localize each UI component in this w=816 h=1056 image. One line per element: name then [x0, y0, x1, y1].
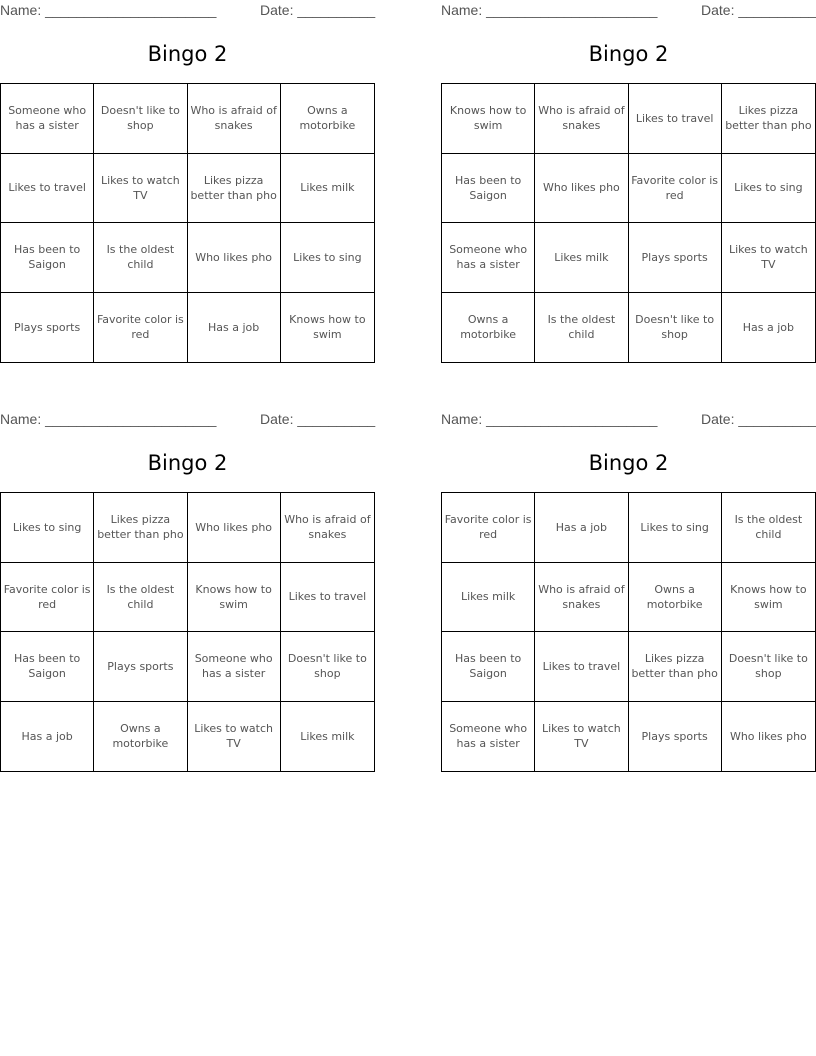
- bingo-cell[interactable]: Knows how to swim: [188, 563, 281, 633]
- bingo-cell[interactable]: Plays sports: [629, 223, 722, 293]
- bingo-cell[interactable]: Likes to watch TV: [188, 702, 281, 772]
- bingo-cell[interactable]: Is the oldest child: [94, 563, 187, 633]
- card-title: Bingo 2: [588, 451, 669, 475]
- bingo-cell[interactable]: Likes to travel: [281, 563, 374, 633]
- bingo-cell[interactable]: Doesn't like to shop: [281, 632, 374, 702]
- bingo-card-2: [441, 0, 816, 372]
- bingo-cell[interactable]: Likes to sing: [722, 154, 815, 224]
- bingo-grid: [441, 83, 816, 363]
- bingo-cell[interactable]: Has been to Saigon: [1, 223, 94, 293]
- bingo-cell[interactable]: Doesn't like to shop: [94, 84, 187, 154]
- bingo-cell[interactable]: Who likes pho: [188, 223, 281, 293]
- bingo-cell[interactable]: Plays sports: [94, 632, 187, 702]
- bingo-cell[interactable]: Is the oldest child: [722, 493, 815, 563]
- bingo-cell[interactable]: Likes milk: [300, 729, 355, 743]
- card-title: Bingo 2: [588, 42, 669, 66]
- date-field[interactable]: Date: __________: [701, 2, 816, 18]
- bingo-cell[interactable]: Who is afraid of snakes: [535, 563, 628, 633]
- bingo-cell[interactable]: Someone who has a sister: [442, 702, 535, 772]
- bingo-cell[interactable]: Likes to sing: [281, 223, 374, 293]
- bingo-cell[interactable]: Favorite color is red: [1, 563, 94, 633]
- bingo-cell[interactable]: Doesn't like to shop: [629, 293, 722, 363]
- bingo-cell[interactable]: Likes milk: [442, 563, 535, 633]
- bingo-cell[interactable]: Likes pizza better than pho: [629, 632, 722, 702]
- bingo-cell[interactable]: Someone who has a sister: [442, 223, 535, 293]
- bingo-cell[interactable]: Has a job: [535, 493, 628, 563]
- bingo-cell[interactable]: Likes milk: [535, 223, 628, 293]
- bingo-cell[interactable]: Who is afraid of snakes: [281, 493, 374, 563]
- name-field[interactable]: Name: ______________________: [441, 2, 658, 18]
- bingo-cell[interactable]: Has a job: [742, 320, 794, 334]
- card-header: [0, 409, 375, 431]
- card-header: [441, 409, 816, 431]
- bingo-cell[interactable]: Is the oldest child: [94, 223, 187, 293]
- bingo-cell[interactable]: Owns a motorbike: [629, 563, 722, 633]
- bingo-cell[interactable]: Has a job: [188, 293, 281, 363]
- bingo-cell[interactable]: Likes pizza better than pho: [94, 493, 187, 563]
- bingo-cell[interactable]: Someone who has a sister: [188, 632, 281, 702]
- card-title: Bingo 2: [147, 42, 228, 66]
- bingo-card-1: [0, 0, 375, 372]
- bingo-cell[interactable]: Who is afraid of snakes: [188, 84, 281, 154]
- bingo-cell[interactable]: Has been to Saigon: [442, 632, 535, 702]
- bingo-cell[interactable]: Favorite color is red: [442, 493, 535, 563]
- bingo-cell[interactable]: Likes pizza better than pho: [722, 84, 815, 154]
- bingo-cell[interactable]: Knows how to swim: [289, 313, 366, 342]
- card-header: [441, 0, 816, 22]
- bingo-grid: [0, 492, 375, 772]
- card-header: [0, 0, 375, 22]
- date-field[interactable]: Date: __________: [701, 411, 816, 427]
- name-field[interactable]: Name: ______________________: [441, 411, 658, 427]
- bingo-cell[interactable]: Has a job: [1, 702, 94, 772]
- bingo-cell[interactable]: Knows how to swim: [722, 563, 815, 633]
- bingo-cell[interactable]: Likes to watch TV: [94, 154, 187, 224]
- bingo-cell[interactable]: Likes to sing: [1, 493, 94, 563]
- bingo-cell[interactable]: Plays sports: [1, 293, 94, 363]
- bingo-cell[interactable]: Has been to Saigon: [1, 632, 94, 702]
- bingo-cell[interactable]: Has been to Saigon: [442, 154, 535, 224]
- bingo-cell[interactable]: Owns a motorbike: [281, 84, 374, 154]
- bingo-cell[interactable]: Likes to travel: [629, 84, 722, 154]
- bingo-cell[interactable]: Plays sports: [629, 702, 722, 772]
- date-field[interactable]: Date: __________: [260, 2, 376, 18]
- bingo-cell[interactable]: Who likes pho: [729, 729, 807, 743]
- bingo-cell[interactable]: Likes to sing: [629, 493, 722, 563]
- bingo-cell[interactable]: Someone who has a sister: [1, 84, 94, 154]
- bingo-grid: [441, 492, 816, 772]
- bingo-cell[interactable]: Likes to watch TV: [722, 223, 815, 293]
- bingo-cell[interactable]: Who likes pho: [535, 154, 628, 224]
- bingo-cell[interactable]: Likes pizza better than pho: [188, 154, 281, 224]
- bingo-cell[interactable]: Who likes pho: [188, 493, 281, 563]
- bingo-cell[interactable]: Owns a motorbike: [94, 702, 187, 772]
- card-title: Bingo 2: [147, 451, 228, 475]
- bingo-cell[interactable]: Doesn't like to shop: [722, 632, 815, 702]
- bingo-cell[interactable]: Knows how to swim: [442, 84, 535, 154]
- bingo-cell[interactable]: Is the oldest child: [535, 293, 628, 363]
- bingo-cell[interactable]: Who is afraid of snakes: [535, 84, 628, 154]
- name-field[interactable]: Name: ______________________: [0, 2, 217, 18]
- bingo-cell[interactable]: Favorite color is red: [629, 154, 722, 224]
- name-field[interactable]: Name: ______________________: [0, 411, 217, 427]
- bingo-cell[interactable]: Favorite color is red: [94, 293, 187, 363]
- bingo-cell[interactable]: Likes milk: [281, 154, 374, 224]
- bingo-cell[interactable]: Likes to travel: [1, 154, 94, 224]
- bingo-cell[interactable]: Likes to watch TV: [535, 702, 628, 772]
- bingo-cell[interactable]: Owns a motorbike: [442, 293, 535, 363]
- bingo-card-3: [0, 409, 375, 781]
- bingo-card-4: [441, 409, 816, 781]
- bingo-grid: [0, 83, 375, 363]
- date-field[interactable]: Date: __________: [260, 411, 376, 427]
- bingo-cell[interactable]: Likes to travel: [535, 632, 628, 702]
